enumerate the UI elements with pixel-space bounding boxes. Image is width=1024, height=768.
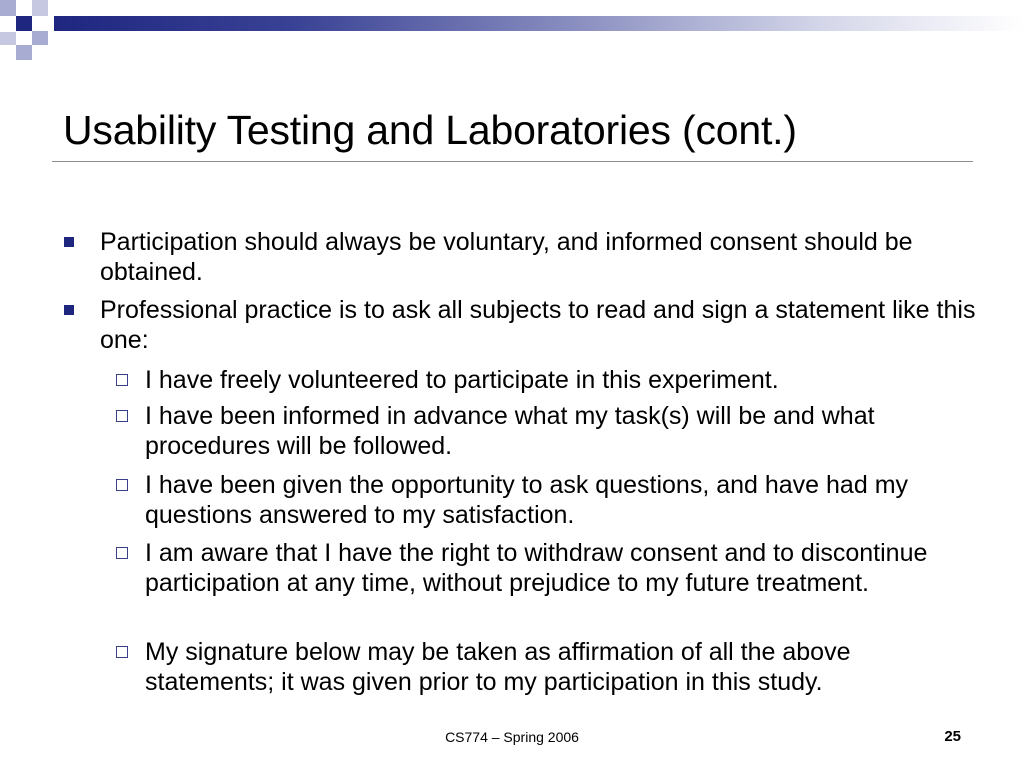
filled-square-bullet-icon <box>64 237 74 247</box>
sub-bullet-item: My signature below may be taken as affirmation of all the above statements; it was given prior to my participation in this study. <box>145 638 851 696</box>
hollow-square-bullet-icon <box>116 374 128 386</box>
hollow-square-bullet-icon <box>116 547 128 559</box>
filled-square-bullet-icon <box>64 305 74 315</box>
sub-bullet-item: I have been given the opportunity to ask questions, and have had my questions answered to my satisfaction. <box>145 471 909 529</box>
footer-course: CS774 – Spring 2006 <box>445 729 579 745</box>
slide-title: Usability Testing and Laboratories (cont.) <box>63 107 797 153</box>
title-divider <box>52 161 973 162</box>
deco-square-icon <box>16 16 32 31</box>
deco-square-icon <box>32 0 48 16</box>
deco-square-icon <box>0 0 16 16</box>
hollow-square-bullet-icon <box>116 479 128 491</box>
deco-square-icon <box>0 32 16 45</box>
bullet-item: Participation should always be voluntary, and informed consent should be obtained. <box>100 228 913 286</box>
sub-bullet-item: I am aware that I have the right to withdraw consent and to discontinue participation at any time, without prejudice to my future treatment. <box>145 539 928 597</box>
deco-square-icon <box>16 45 32 60</box>
header-gradient-band <box>54 16 1024 31</box>
hollow-square-bullet-icon <box>116 646 128 658</box>
sub-bullet-item: I have freely volunteered to participate in this experiment. <box>145 366 779 394</box>
sub-bullet-item: I have been informed in advance what my task(s) will be and what procedures will be followed. <box>145 402 875 460</box>
bullet-item: Professional practice is to ask all subjects to read and sign a statement like this one: <box>100 296 976 354</box>
deco-square-icon <box>32 31 48 45</box>
page-number: 25 <box>944 728 961 745</box>
hollow-square-bullet-icon <box>116 410 128 422</box>
